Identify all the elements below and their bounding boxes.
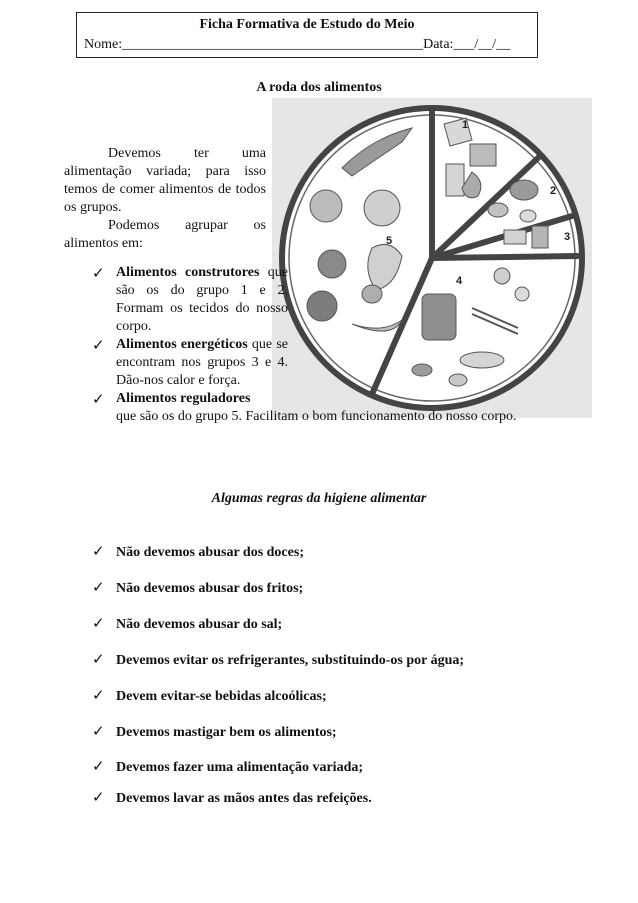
checkmark-icon: ✓	[92, 264, 105, 282]
group-description: que são os do grupo 1 e 2. Formam os tecidos do nosso corpo.	[116, 265, 288, 334]
segment-number-3: 3	[564, 231, 571, 243]
segment-number-1: 1	[462, 119, 469, 131]
checkmark-icon: ✓	[92, 578, 105, 596]
segment-number-2: 2	[550, 185, 557, 197]
rule-item	[92, 686, 327, 705]
segment-number-4: 4	[456, 275, 463, 287]
checkmark-icon: ✓	[92, 757, 105, 775]
checkmark-icon: ✓	[92, 650, 105, 668]
checkmark-icon: ✓	[92, 390, 105, 408]
worksheet-title: Ficha Formativa de Estudo do Meio	[199, 17, 415, 32]
group-title: Alimentos energéticos	[116, 337, 248, 352]
rule-text: Devemos fazer uma alimentação variada;	[116, 760, 364, 775]
rule-item	[92, 578, 303, 597]
checkmark-icon: ✓	[92, 336, 105, 354]
rule-text: Não devemos abusar dos doces;	[116, 545, 304, 560]
intro-text	[64, 145, 266, 253]
list-item	[92, 264, 288, 336]
checkmark-icon: ✓	[92, 686, 105, 704]
section-title: A roda dos alimentos	[256, 80, 382, 95]
group-description: que são os do grupo 5. Facilitam o bom funcionamento do nosso corpo.	[116, 409, 517, 424]
list-item	[92, 390, 636, 426]
rule-item	[92, 722, 337, 741]
rule-text: Devemos lavar as mãos antes das refeições.	[116, 791, 372, 806]
segment-number-5: 5	[386, 235, 393, 247]
checkmark-icon: ✓	[92, 722, 105, 740]
rule-item	[92, 788, 372, 807]
checkmark-icon: ✓	[92, 788, 105, 806]
group-title: Alimentos construtores	[116, 265, 260, 280]
header-box	[76, 12, 538, 58]
rule-text: Devemos mastigar bem os alimentos;	[116, 725, 337, 740]
rules-title: Algumas regras da higiene alimentar	[211, 491, 427, 506]
intro-paragraph-2: Podemos agrupar os alimentos em:	[64, 218, 266, 251]
rule-item	[92, 650, 464, 669]
group-title: Alimentos reguladores	[116, 391, 251, 406]
group-description: que se encontram nos grupos 3 e 4. Dão-nos calor e força.	[116, 337, 288, 388]
rule-item	[92, 757, 363, 776]
list-item	[92, 336, 288, 390]
rule-text: Não devemos abusar dos fritos;	[116, 581, 304, 596]
rule-text: Não devemos abusar do sal;	[116, 617, 283, 632]
rule-text: Devemos evitar os refrigerantes, substituindo-os por água;	[116, 653, 465, 668]
checkmark-icon: ✓	[92, 542, 105, 560]
food-groups-list	[92, 264, 636, 426]
intro-paragraph-1: Devemos ter uma alimentação variada; para isso temos de comer alimentos de todos os grupos.	[64, 146, 266, 215]
rule-item	[92, 542, 304, 561]
rule-item	[92, 614, 282, 633]
rule-text: Devem evitar-se bebidas alcoólicas;	[116, 689, 327, 704]
name-date-line: Nome:___________________________________________Data:___/__/__	[84, 37, 511, 52]
checkmark-icon: ✓	[92, 614, 105, 632]
